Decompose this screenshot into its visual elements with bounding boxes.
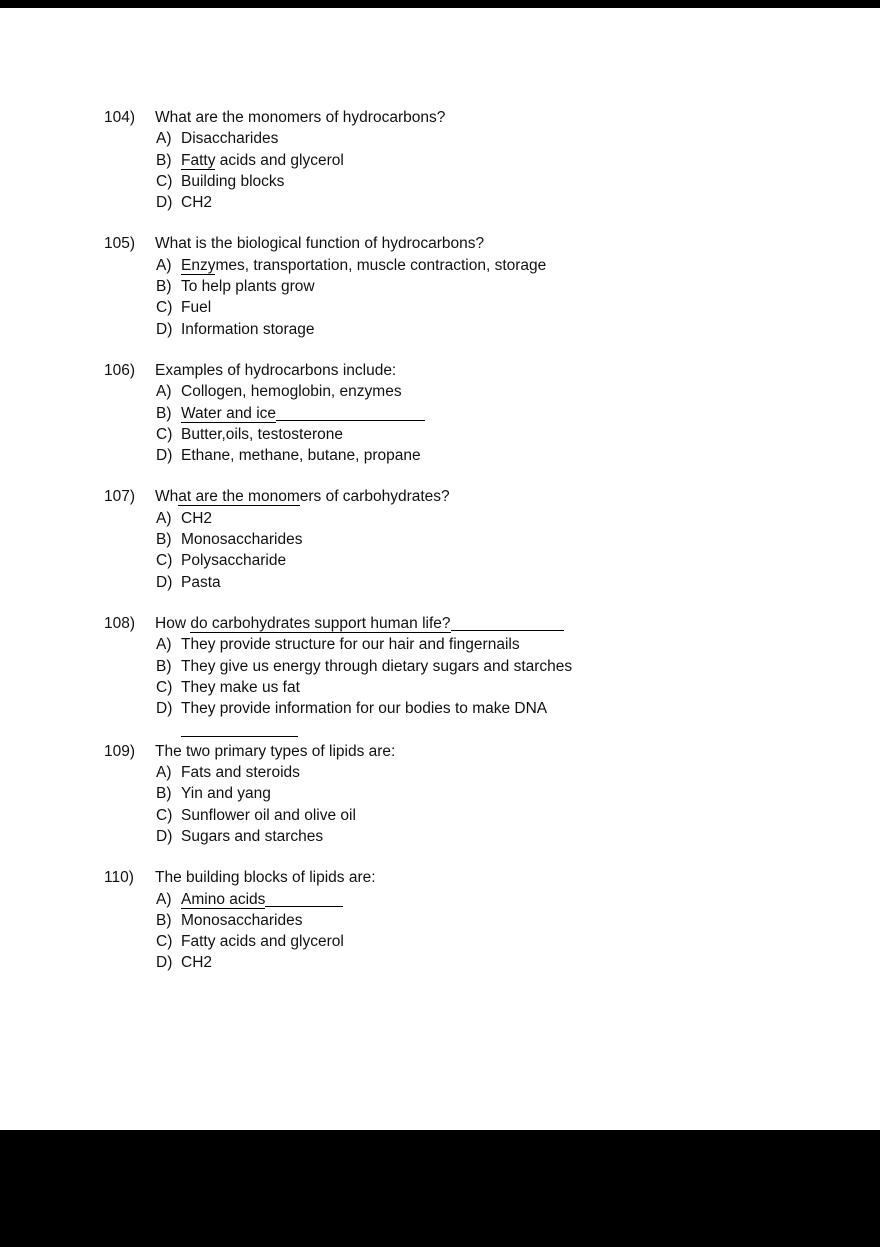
answer-blank-spacer <box>156 719 181 740</box>
question-text: The two primary types of lipids are: <box>155 742 396 760</box>
option-row <box>156 403 804 424</box>
option-text: Butter,oils, testosterone <box>181 425 343 443</box>
option-text: Fuel <box>181 299 212 317</box>
option-label: D) <box>156 700 173 718</box>
question-number: 109) <box>104 742 136 760</box>
option-label: A) <box>156 509 172 527</box>
option-row <box>156 805 804 826</box>
question-block <box>104 360 804 466</box>
option-label: A) <box>156 383 172 401</box>
option-row <box>156 508 804 529</box>
option-row <box>156 572 804 593</box>
option-label: C) <box>156 552 173 570</box>
question-text: The building blocks of lipids are: <box>155 869 376 887</box>
question-block <box>104 107 804 213</box>
option-label: C) <box>156 933 173 951</box>
option-text: They make us fat <box>181 678 300 696</box>
option-label: D) <box>156 447 173 465</box>
option-text: Fatty acids and glycerol <box>181 933 344 951</box>
option-label: B) <box>156 911 172 929</box>
option-row <box>156 319 804 340</box>
option-label: C) <box>156 678 173 696</box>
option-text: Sunflower oil and olive oil <box>181 806 356 824</box>
option-label: B) <box>156 531 172 549</box>
blank-underline <box>451 629 564 631</box>
option-text: Ethane, methane, butane, propane <box>181 447 421 465</box>
question-number: 104) <box>104 109 136 126</box>
option-text: Yin and yang <box>181 785 271 803</box>
option-text: Building blocks <box>181 172 285 190</box>
option-label: A) <box>156 256 172 274</box>
option-row <box>156 889 804 910</box>
option-row <box>156 910 804 931</box>
option-row <box>156 255 804 276</box>
underlined-text: Amino acids <box>181 890 266 908</box>
option-row <box>156 952 804 973</box>
question-number: 108) <box>104 614 136 632</box>
question-row <box>104 613 804 634</box>
option-row <box>156 762 804 783</box>
underlined-text: do carbohydrates support human life? <box>190 614 451 632</box>
option-label: A) <box>156 130 172 148</box>
option-label: D) <box>156 954 173 972</box>
question-block <box>104 741 804 847</box>
option-row <box>156 656 804 677</box>
blank-underline <box>276 419 425 421</box>
option-label: A) <box>156 764 172 782</box>
bottom-black-bar <box>0 1130 880 1247</box>
question-row <box>104 867 804 888</box>
blank-underline <box>181 735 298 737</box>
option-text: Pasta <box>181 573 221 591</box>
option-label: C) <box>156 806 173 824</box>
option-row <box>156 529 804 550</box>
document-page <box>104 107 804 994</box>
option-text: Collogen, hemoglobin, enzymes <box>181 383 402 401</box>
option-text <box>181 889 804 910</box>
option-row <box>156 783 804 804</box>
option-row <box>156 297 804 318</box>
option-row <box>156 128 804 149</box>
question-number: 105) <box>104 235 136 253</box>
question-list <box>104 107 804 974</box>
option-row <box>156 826 804 847</box>
option-row <box>156 698 804 719</box>
option-row <box>156 424 804 445</box>
option-text: They provide information for our bodies to make DNA <box>181 700 548 718</box>
option-text <box>181 403 804 424</box>
option-row <box>156 276 804 297</box>
option-row <box>156 150 804 171</box>
blank-underline <box>265 905 343 907</box>
option-text: Polysaccharide <box>181 552 287 570</box>
question-text: What are the monomers of hydrocarbons? <box>155 109 446 126</box>
option-label: D) <box>156 194 173 212</box>
option-label: B) <box>156 785 172 803</box>
option-label: C) <box>156 299 173 317</box>
option-text: CH2 <box>181 954 213 972</box>
option-text: To help plants grow <box>181 278 315 296</box>
answer-blank-line <box>181 719 804 740</box>
option-row <box>156 171 804 192</box>
question-block <box>104 867 804 973</box>
option-text: Monosaccharides <box>181 911 303 929</box>
option-text: CH2 <box>181 509 213 527</box>
question-text: Examples of hydrocarbons include: <box>155 361 397 379</box>
option-row <box>156 445 804 466</box>
option-label: B) <box>156 404 172 422</box>
option-text: Fats and steroids <box>181 764 300 782</box>
underlined-text: Enzy <box>181 256 216 274</box>
question-row <box>104 360 804 381</box>
underlined-text: Fatty <box>181 151 216 169</box>
question-text: What is the biological function of hydrocarbons? <box>155 235 485 253</box>
option-label: D) <box>156 827 173 845</box>
option-row <box>156 381 804 402</box>
option-label: C) <box>156 425 173 443</box>
option-text: Enzymes, transportation, muscle contraction, storage <box>181 256 547 274</box>
question-number: 110) <box>104 869 134 887</box>
option-text: Sugars and starches <box>181 827 324 845</box>
question-number: 107) <box>104 488 136 506</box>
option-row <box>156 677 804 698</box>
option-row <box>156 634 804 655</box>
question-block <box>104 613 804 741</box>
question-row <box>104 233 804 254</box>
option-row <box>156 550 804 571</box>
option-label: B) <box>156 151 172 169</box>
option-label: B) <box>156 657 172 675</box>
option-text: They provide structure for our hair and fingernails <box>181 636 520 654</box>
option-text: Information storage <box>181 320 315 338</box>
option-text: Disaccharides <box>181 130 279 148</box>
question-row <box>104 741 804 762</box>
question-block <box>104 486 804 592</box>
question-text: What are the monomers of carbohydrates? <box>155 488 450 506</box>
option-text: They give us energy through dietary sugars and starches <box>181 657 573 675</box>
option-text: Monosaccharides <box>181 531 303 549</box>
question-block <box>104 233 804 339</box>
question-text: How do carbohydrates support human life? <box>155 613 804 634</box>
answer-blank-row <box>156 719 804 740</box>
option-label: D) <box>156 573 173 591</box>
option-label: A) <box>156 636 172 654</box>
option-row <box>156 192 804 213</box>
option-label: B) <box>156 278 172 296</box>
underlined-text: at are the monom <box>178 488 300 506</box>
option-text: CH2 <box>181 194 213 212</box>
option-label: C) <box>156 172 173 190</box>
option-label: D) <box>156 320 173 338</box>
question-row <box>104 486 804 507</box>
top-black-bar <box>0 0 880 8</box>
question-row <box>104 107 804 128</box>
option-text: Fatty acids and glycerol <box>181 151 344 169</box>
option-label: A) <box>156 890 172 908</box>
question-number: 106) <box>104 361 136 379</box>
underlined-text: Water and ice <box>181 404 277 422</box>
option-row <box>156 931 804 952</box>
